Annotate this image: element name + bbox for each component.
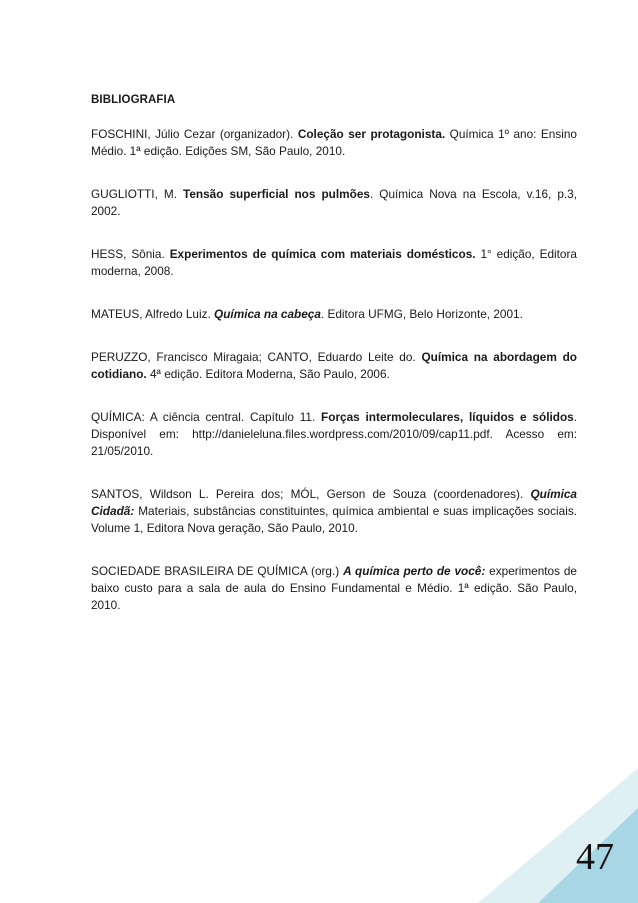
bibliography-entry xyxy=(91,349,577,383)
bibliography-entry xyxy=(91,409,577,460)
entry-text: . Disponível em: http://danieleluna.files.wordpress.com/2010/09/cap11.pdf. Acesso em: 21/05/2010. xyxy=(91,410,577,458)
bibliography-entry xyxy=(91,306,577,323)
entry-text: Materiais, substâncias constituintes, química ambiental e suas implicações sociais. Volume 1, Editora Nova geração, São Paulo, 2010. xyxy=(91,504,577,535)
entry-title: Experimentos de química com materiais domésticos. xyxy=(169,247,476,261)
entry-text: FOSCHINI, Júlio Cezar (organizador). xyxy=(91,127,298,141)
bibliography-entry xyxy=(91,186,577,220)
entry-text: SOCIEDADE BRASILEIRA DE QUÍMICA (org.) xyxy=(91,564,344,578)
entry-text: HESS, Sônia. xyxy=(91,247,170,261)
entry-text: . Editora UFMG, Belo Horizonte, 2001. xyxy=(320,307,523,321)
entry-text: MATEUS, Alfredo Luiz. xyxy=(91,307,215,321)
entry-text: 1° edição, Editora moderna, 2008. xyxy=(91,247,577,278)
bibliography-entry xyxy=(91,126,577,160)
bibliography-list xyxy=(91,126,577,640)
entry-text: QUÍMICA: A ciência central. Capítulo 11. xyxy=(91,410,322,424)
entry-title: Química na abordagem do cotidiano. xyxy=(91,350,578,381)
bibliography-heading: BIBLIOGRAFIA xyxy=(91,94,176,106)
entry-text: SANTOS, Wildson L. Pereira dos; MÓL, Gerson de Souza (coordenadores). xyxy=(91,487,531,501)
entry-text: Química 1º ano: Ensino Médio. 1ª edição. Edições SM, São Paulo, 2010. xyxy=(91,127,577,158)
entry-title: A química perto de você: xyxy=(343,564,486,578)
bibliography-entry xyxy=(91,246,577,280)
bibliography-entry xyxy=(91,563,577,614)
entry-text: 4ª edição. Editora Moderna, São Paulo, 2006. xyxy=(146,367,390,381)
page-number: 47 xyxy=(576,836,614,878)
bibliography-entry xyxy=(91,486,577,537)
entry-title: Tensão superficial nos pulmões xyxy=(183,187,370,201)
entry-title: Coleção ser protagonista. xyxy=(297,127,446,141)
entry-text: GUGLIOTTI, M. xyxy=(91,187,183,201)
entry-text: experimentos de baixo custo para a sala de aula do Ensino Fundamental e Médio. 1ª edição. São Paulo, 2010. xyxy=(91,564,577,612)
entry-title: Química na cabeça xyxy=(214,307,321,321)
entry-text: PERUZZO, Francisco Miragaia; CANTO, Eduardo Leite do. xyxy=(91,350,422,364)
entry-title: Química Cidadã: xyxy=(91,487,577,518)
entry-title: Forças intermoleculares, líquidos e sólidos xyxy=(321,410,574,424)
entry-text: . Química Nova na Escola, v.16, p.3, 2002. xyxy=(91,187,577,218)
corner-decoration xyxy=(478,768,638,903)
